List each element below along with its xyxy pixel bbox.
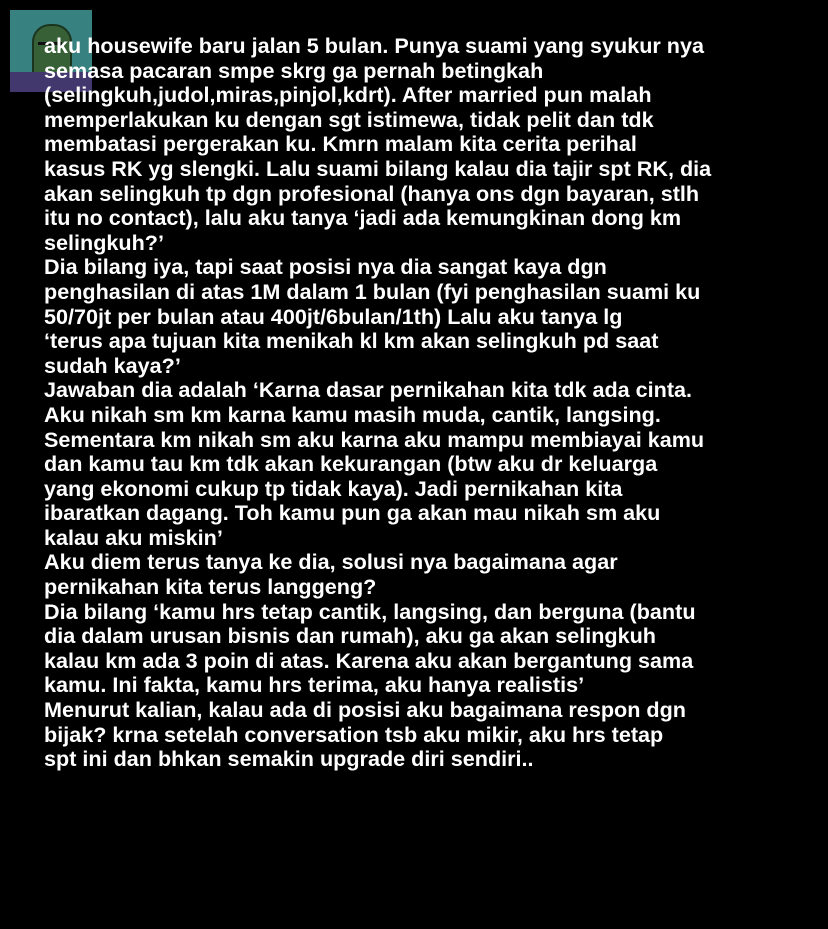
post-text-line: dan kamu tau km tdk akan kekurangan (btw aku dr keluarga [44, 451, 658, 477]
post-text-line: kasus RK yg slengki. Lalu suami bilang kalau dia tajir spt RK, dia [44, 155, 712, 181]
post-text-line: kalau km ada 3 poin di atas. Karena aku akan bergantung sama [44, 647, 694, 673]
post-text-line: Aku diem terus tanya ke dia, solusi nya bagaimana agar [44, 549, 618, 575]
post-text-line: memperlakukan ku dengan sgt istimewa, tidak pelit dan tdk [44, 106, 654, 132]
post-text-line: (selingkuh,judol,miras,pinjol,kdrt). After married pun malah [44, 82, 652, 108]
post-text-line: Dia bilang iya, tapi saat posisi nya dia sangat kaya dgn [44, 254, 607, 280]
post-text-line: kalau aku miskin’ [44, 524, 223, 550]
post-text-line: Aku nikah sm km karna kamu masih muda, cantik, langsing. [44, 401, 661, 427]
post-text-line: selingkuh?’ [44, 229, 164, 255]
post-text-line: semasa pacaran smpe skrg ga pernah betingkah [44, 57, 544, 83]
post-text-line: kamu. Ini fakta, kamu hrs terima, aku hanya realistis’ [44, 672, 585, 698]
post-text-line: Menurut kalian, kalau ada di posisi aku bagaimana respon dgn [44, 697, 686, 723]
post-text-line: yang ekonomi cukup tp tidak kaya). Jadi pernikahan kita [44, 475, 623, 501]
post-text-line: dia dalam urusan bisnis dan rumah), aku ga akan selingkuh [44, 623, 656, 649]
post-text-line: spt ini dan bhkan semakin upgrade diri sendiri.. [44, 746, 534, 772]
post-text-line: sudah kaya?’ [44, 352, 181, 378]
post-text-line: akan selingkuh tp dgn profesional (hanya ons dgn bayaran, stlh [44, 180, 700, 206]
post-text [44, 34, 711, 772]
post-text-line: bijak? krna setelah conversation tsb aku mikir, aku hrs tetap [44, 721, 664, 747]
post-text-line: penghasilan di atas 1M dalam 1 bulan (fyi penghasilan suami ku [44, 278, 701, 304]
post-text-line: 50/70jt per bulan atau 400jt/6bulan/1th) Lalu aku tanya lg [44, 303, 623, 329]
post-text-line: ‘terus apa tujuan kita menikah kl km akan selingkuh pd saat [44, 328, 659, 354]
post-text-line: aku housewife baru jalan 5 bulan. Punya suami yang syukur nya [44, 33, 705, 58]
post-text-line: Sementara km nikah sm aku karna aku mampu membiayai kamu [44, 426, 705, 452]
post-text-line: itu no contact), lalu aku tanya ‘jadi ada kemungkinan dong km [44, 205, 682, 231]
post-text-line: ibaratkan dagang. Toh kamu pun ga akan mau nikah sm aku [44, 500, 661, 526]
post-text-line: Dia bilang ‘kamu hrs tetap cantik, langsing, dan berguna (bantu [44, 598, 696, 624]
post-text-line: Jawaban dia adalah ‘Karna dasar pernikahan kita tdk ada cinta. [44, 377, 693, 403]
post-text-line: membatasi pergerakan ku. Kmrn malam kita cerita perihal [44, 131, 637, 157]
post-text-line: pernikahan kita terus langgeng? [44, 574, 377, 600]
